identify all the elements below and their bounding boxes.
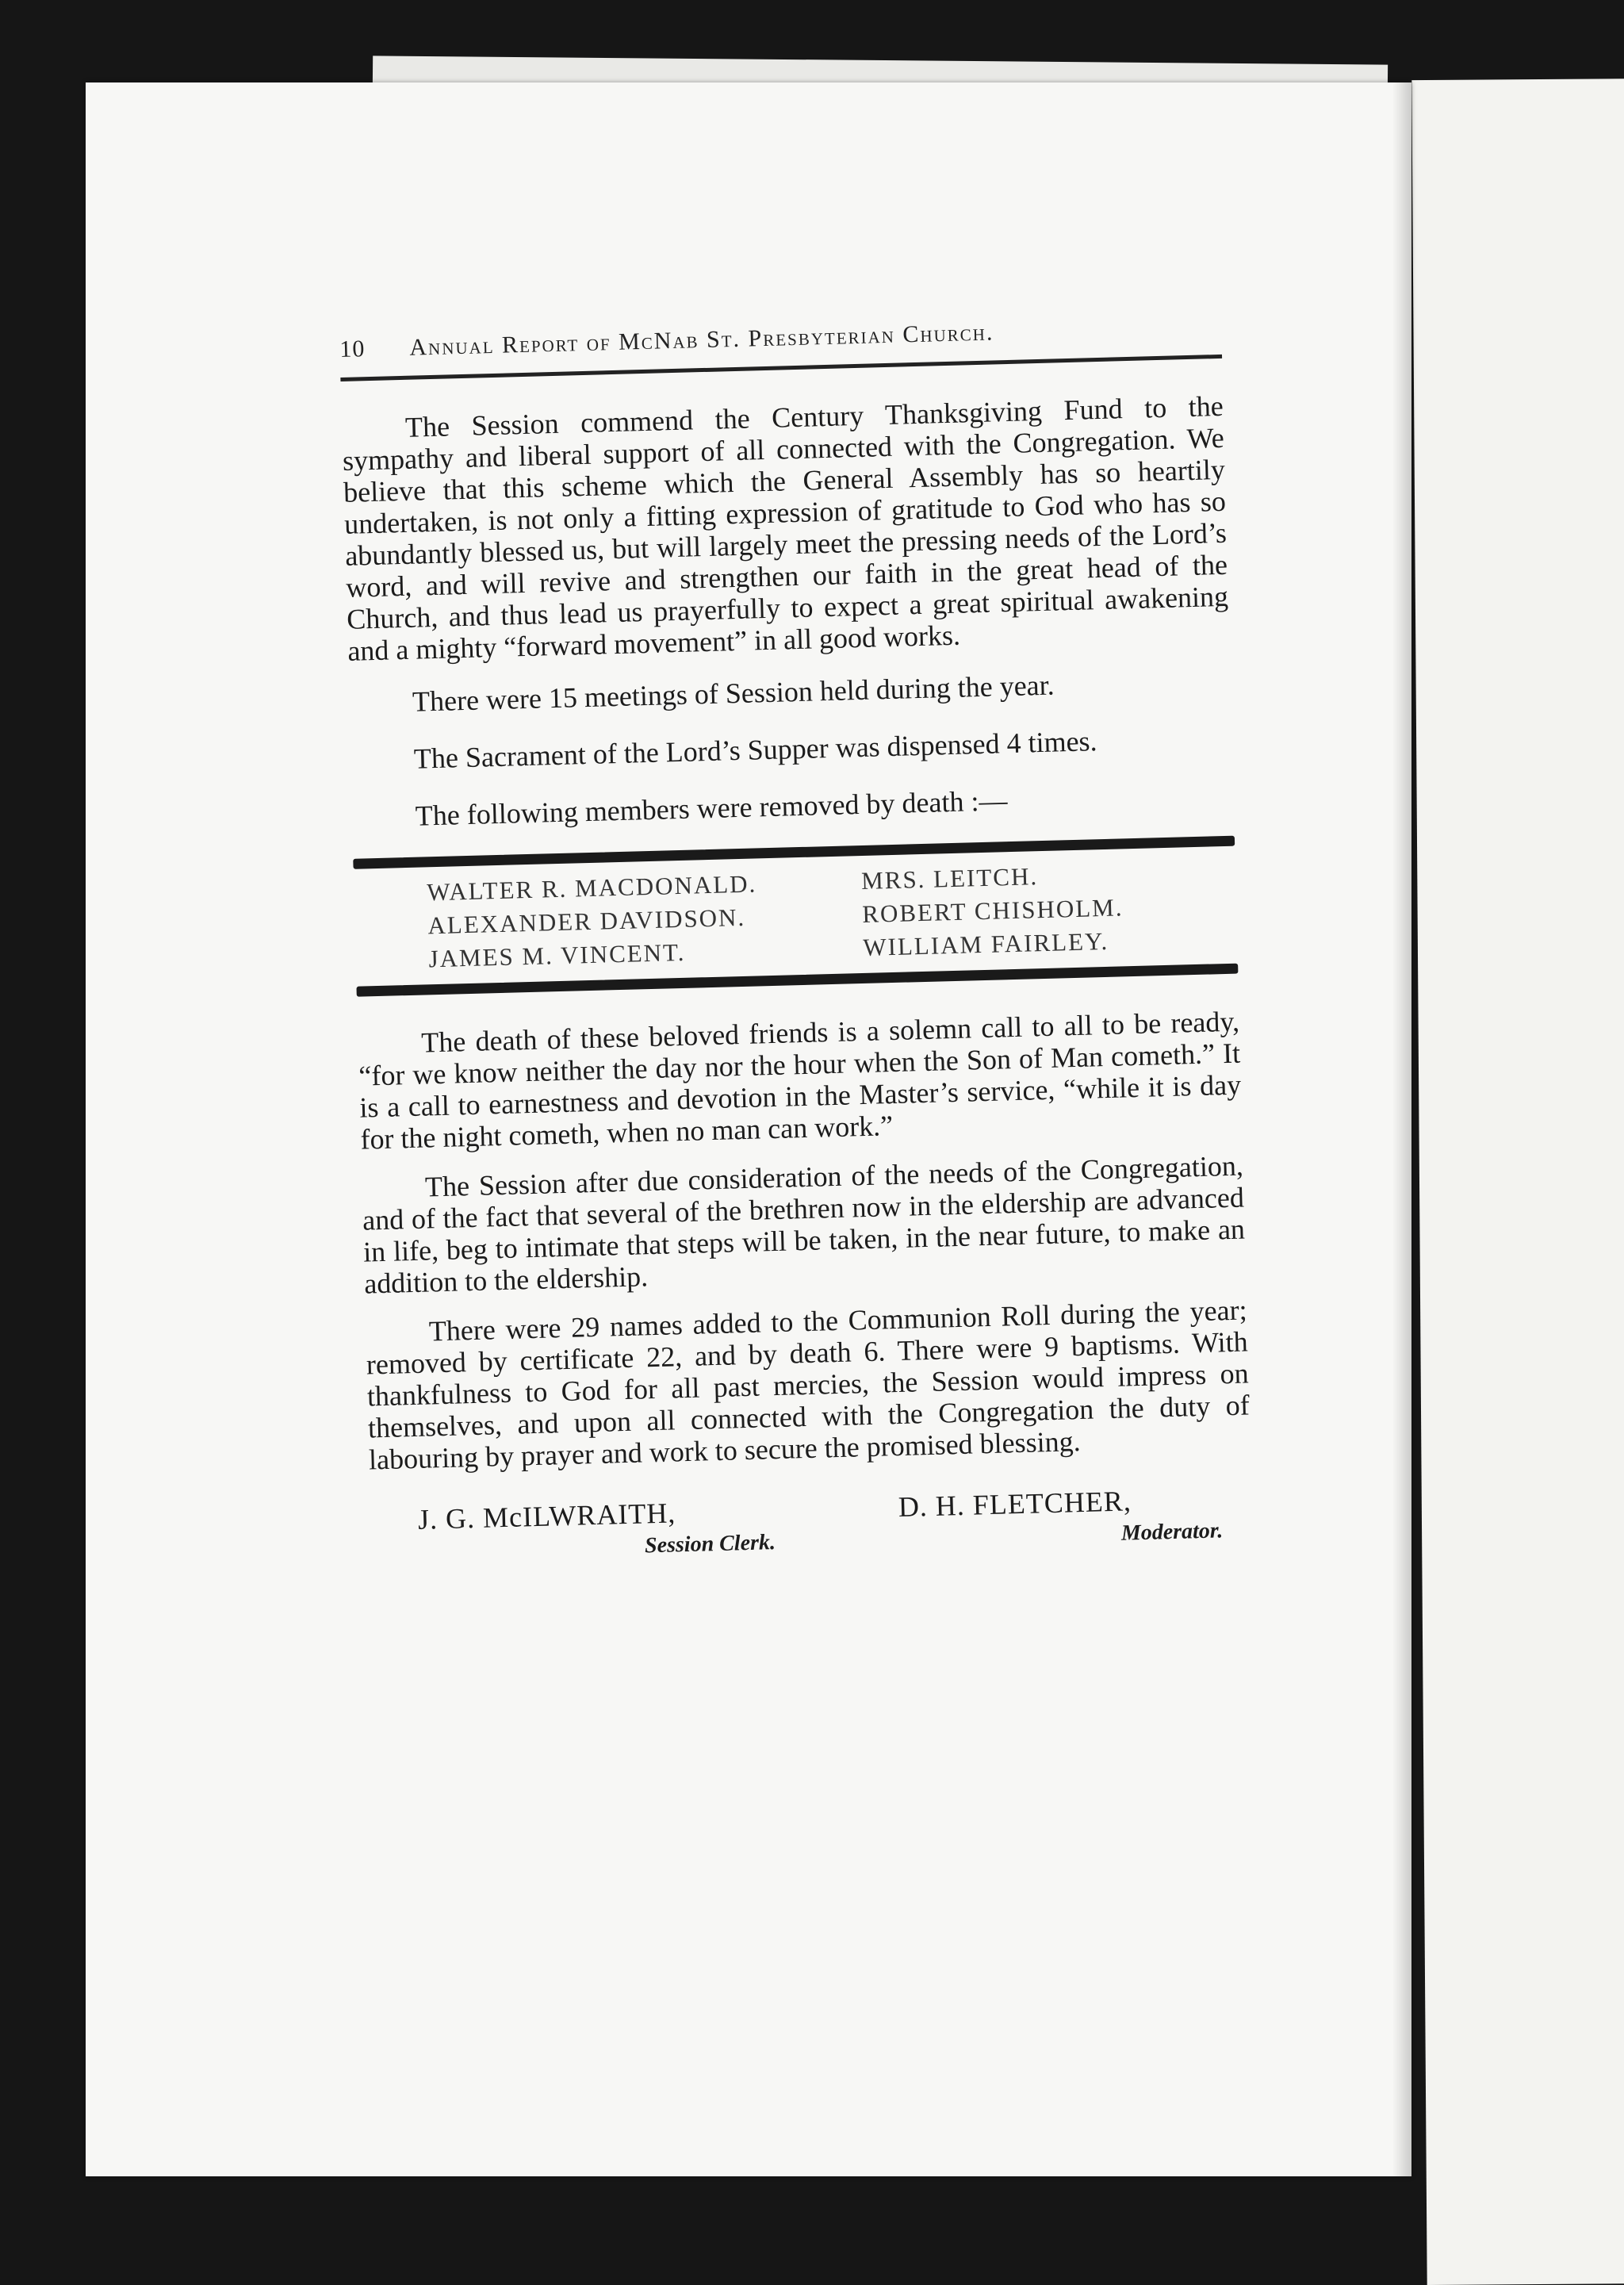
spine-shadow	[1392, 82, 1411, 2176]
clerk-name: J. G. McILWRAITH,	[417, 1497, 676, 1535]
paragraph-meetings: There were 15 meetings of Session held during the year.	[412, 669, 1055, 718]
deceased-name: JAMES M. VINCENT.	[428, 937, 686, 973]
paragraph-thanksgiving-fund: The Session commend the Century Thanksgiving Fund to the sympathy and liberal support of all connected with the Congregation. We believe that this scheme which the General Assembly has so heartily undertaken, is not only a fitting expression of gratitude to God who has so abundantly blessed us, but will largely meet the pressing needs of the Lord’s word, and will revive and strengthen our faith in the great head of the Church, and thus lead us prayerfully to expect a great spiritual awakening and a mighty “forward movement” in all good works.	[342, 389, 1229, 667]
deceased-name: ROBERT CHISHOLM.	[861, 893, 1124, 928]
running-title: Annual Report of McNab St. Presbyterian Church.	[408, 319, 994, 361]
deceased-name: MRS. LEITCH.	[860, 862, 1039, 895]
paragraph-eldership: The Session after due consideration of the needs of the Congregation, and of the fact that several of the brethren now in the eldership are advanced in life, beg to intimate that steps will be taken, in the near future, to make an addition to the eldership.	[362, 1149, 1246, 1300]
deceased-name: ALEXANDER DAVIDSON.	[427, 903, 746, 940]
page-content	[339, 313, 1254, 1608]
running-head	[339, 313, 1222, 363]
paragraph-communion-roll: There were 29 names added to the Communion Roll during the year; removed by certificate 22, and by death 6. There were 9 baptisms. With thankfulness to God for all past mercies, the Session would impress on themselves, and upon all connected with the Congregation the duty of labouring by prayer and work to secure the promised blessing.	[366, 1294, 1251, 1476]
page-number: 10	[339, 335, 366, 362]
session-clerk-signature	[418, 1493, 776, 1565]
moderator-title: Moderator.	[1120, 1518, 1224, 1546]
moderator-name: D. H. FLETCHER,	[898, 1485, 1132, 1524]
facing-page	[1411, 79, 1624, 2285]
deceased-members-list	[354, 846, 1238, 987]
paragraph-members-removed: The following members were removed by death :—	[415, 784, 1008, 832]
paragraph-sacrament: The Sacrament of the Lord’s Supper was dispensed 4 times.	[413, 725, 1098, 775]
paragraph-solemn-call: The death of these beloved friends is a solemn call to all to be ready, “for we know neither the day nor the hour when the Son of Man cometh.” It is a call to earnestness and devotion in the Master’s service, “while it is day for the night cometh, when no man can work.”	[358, 1005, 1242, 1156]
signature-block	[370, 1481, 1254, 1607]
moderator-signature	[898, 1482, 1223, 1552]
deceased-name: WALTER R. MACDONALD.	[426, 869, 757, 907]
clerk-title: Session Clerk.	[644, 1530, 776, 1558]
deceased-name: WILLIAM FAIRLEY.	[862, 926, 1109, 961]
document-page	[86, 82, 1411, 2176]
